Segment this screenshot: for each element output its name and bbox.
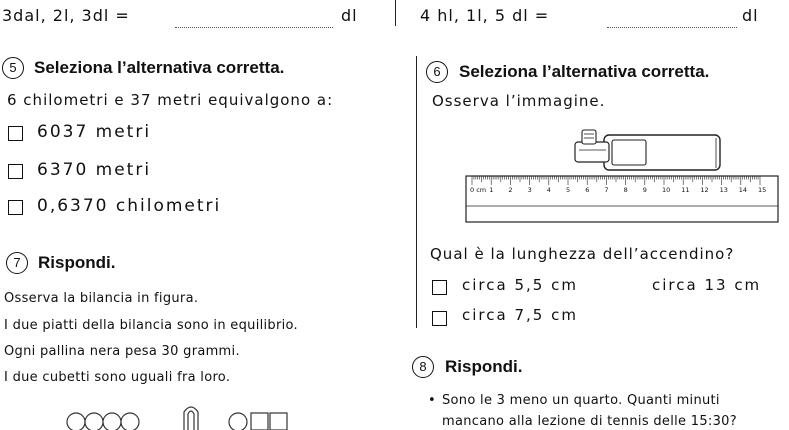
question-7-line-4: I due cubetti sono uguali fra loro.: [4, 370, 231, 385]
question-5-number: 5: [2, 57, 24, 79]
ruler-illustration: [466, 176, 778, 222]
ruler-label: 10: [662, 186, 671, 194]
top-left-unit: dl: [341, 6, 358, 25]
ruler-label: 5: [566, 186, 571, 194]
ruler-label: 8: [623, 186, 628, 194]
q5-option-3-checkbox[interactable]: [8, 200, 23, 215]
question-5-prompt: 6 chilometri e 37 metri equivalgono a:: [7, 91, 334, 109]
lighter-illustration: [575, 130, 720, 170]
ruler-label: 11: [681, 186, 690, 194]
ruler-label: 0 cm: [470, 186, 487, 194]
q5-option-2-checkbox[interactable]: [8, 164, 23, 179]
lighter-and-ruler-figure: [464, 120, 782, 232]
ruler-label: 6: [585, 186, 590, 194]
ruler-label: 2: [508, 186, 513, 194]
top-divider: [395, 0, 396, 26]
ruler-label: 4: [546, 186, 551, 194]
question-5-title: Seleziona l’alternativa corretta.: [34, 58, 285, 77]
question-6-question: Qual è la lunghezza dell’accendino?: [430, 245, 735, 263]
top-right-unit: dl: [742, 6, 759, 25]
q6-side-option-label: circa 13 cm: [652, 276, 762, 294]
question-7-line-3: Ogni pallina nera pesa 30 grammi.: [4, 344, 240, 359]
top-left-answer-line[interactable]: [175, 27, 333, 28]
question-6-prompt: Osserva l’immagine.: [432, 92, 606, 110]
q5-option-1-checkbox[interactable]: [8, 126, 23, 141]
question-8-title: Rispondi.: [445, 357, 523, 376]
ruler-label: 3: [527, 186, 532, 194]
question-7-title: Rispondi.: [38, 253, 116, 272]
balance-illustration: [60, 402, 310, 430]
question-6-title: Seleziona l’alternativa corretta.: [459, 62, 710, 81]
q5-option-2-label: 6370 metri: [37, 160, 152, 180]
top-left-expression: 3dal, 2l, 3dl =: [2, 6, 130, 25]
column-divider: [416, 56, 417, 328]
q6-option-1-checkbox[interactable]: [432, 280, 447, 295]
ruler-label: 1: [489, 186, 494, 194]
question-6-number: 6: [426, 61, 448, 83]
q6-option-1-label: circa 5,5 cm: [462, 276, 578, 294]
q5-option-3-label: 0,6370 chilometri: [37, 196, 222, 216]
question-7-line-1: Osserva la bilancia in figura.: [4, 291, 199, 306]
q5-option-1-label: 6037 metri: [37, 122, 152, 142]
q6-option-2-label: circa 7,5 cm: [462, 306, 578, 324]
ruler-label: 15: [758, 186, 767, 194]
question-8-bullet-line-2: mancano alla lezione di tennis delle 15:30?: [442, 414, 737, 429]
ruler-label: 13: [719, 186, 728, 194]
ruler-label: 14: [738, 186, 748, 194]
question-7-number: 7: [6, 252, 28, 274]
question-7-line-2: I due piatti della bilancia sono in equilibrio.: [4, 318, 298, 333]
ruler-label: 7: [604, 186, 609, 194]
ruler-label: 9: [642, 186, 647, 194]
question-8-number: 8: [412, 356, 434, 378]
ruler-label: 12: [700, 186, 709, 194]
top-right-answer-line[interactable]: [607, 27, 737, 28]
question-8-bullet-line-1: • Sono le 3 meno un quarto. Quanti minuti: [442, 393, 720, 408]
top-right-expression: 4 hl, 1l, 5 dl =: [420, 6, 550, 25]
q6-option-2-checkbox[interactable]: [432, 311, 447, 326]
